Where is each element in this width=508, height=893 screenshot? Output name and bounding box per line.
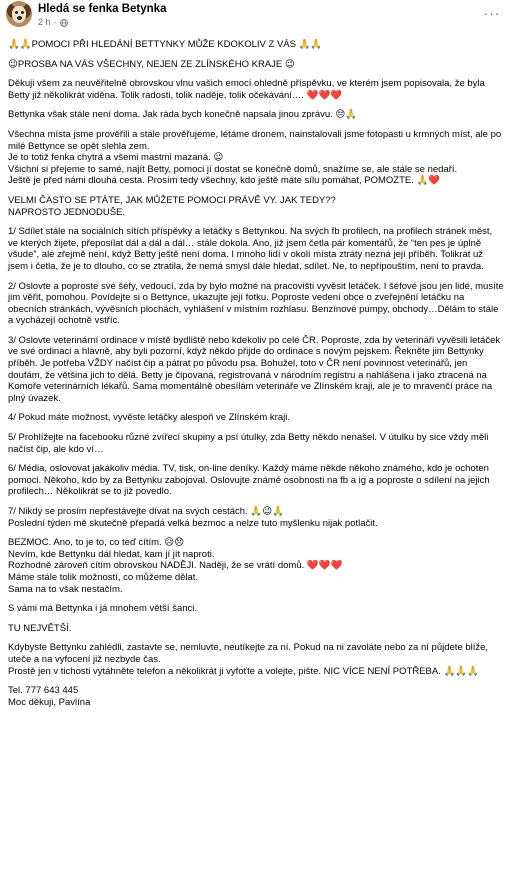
post-paragraph: [8, 281, 504, 327]
post-text-line: Sama na to však nestačím.: [8, 583, 123, 595]
post-text-line: 4/ Pokud máte možnost, vyvěste letáčky alespoň ve Zlínském kraji.: [8, 412, 290, 424]
post-paragraph: [8, 109, 504, 121]
post-paragraph: [8, 685, 504, 708]
post-text-line: Tel. 777 643 445: [8, 685, 79, 697]
post-text-line: BEZMOC. Ano, to je to, co teď cítím. 😥😞: [8, 537, 185, 549]
post-text-line: 5/ Prohlížejte na facebooku různé zvířecí skupiny a psí útulky, zda Betty někdo nenašel. V útulku by sice vždy měli načíst čip, ale kdo ví…: [8, 432, 489, 455]
meta-separator: ·: [53, 17, 57, 27]
paragraph-gap: [8, 121, 504, 129]
post-text-line: 1/ Sdílet stále na sociálních sítích příspěvky a letáčky s Bettynkou. Na svých fb profilech, na profilech stránek měst, ve kterých žijete, přeposílat dál a dál a dál… stále dokola. Ano, již jsem četla pár komentářů, že “ten pes je úplně všude”, ale zřejmě není, když Betty ještě není doma. I mnoho lidí v okolí místa ztráty nezná její příběh. Tolikrát už jsem i četla, že je to dlouho, co se ztratila, že nemá smysl dále hledat, sdílet. Ne, to nepřipouštím, není to pravda.: [8, 226, 493, 272]
post-paragraph: [8, 78, 504, 101]
post-text-line: Kdybyste Bettynku zahlédli, zastavte se, nemluvte, neutíkejte za ní. Pokud na ni zavoláte nebo za ní půjdete blíže, uteče a na vyfocení již nezbyde čas.: [8, 642, 489, 665]
post-text-line: TU NEJVĚTŠÍ.: [8, 622, 72, 634]
more-options-button[interactable]: ···: [483, 5, 501, 22]
post-paragraph: [8, 642, 504, 677]
post-text-line: S vámi má Bettynka i já mnohem větší šanci.: [8, 603, 198, 615]
post-text-line: Máme stále tolik možností, co můžeme dělat.: [8, 571, 199, 583]
post-text-line: Rozhodně zároveň cítím obrovskou NADĚJI. Naději, že se vrátí domů. ❤️❤️❤️: [8, 560, 343, 572]
post-text-line: 2/ Oslovte a poproste své šéfy, vedoucí, zda by bylo možné na pracovišti vyvěsit letáček. I šéfové jsou jen lidé, musíte jim věřit, pomohou. Povídejte si o Bettynce, ukazujte její fotku. Poproste vedení obce o zveřejnění letáčku na obecních stránkách, vývěsních plochách, vyhlášení v místním rozhlasu. Benzínové pumpy, obchody…Dělám to stále a vycházejí ochotně vstříc.: [8, 280, 504, 327]
paragraph-gap: [8, 424, 504, 432]
post-text-line: NAPROSTO JEDNODUŠE.: [8, 206, 126, 218]
post-paragraph: [8, 603, 504, 615]
post-paragraph: [8, 412, 504, 424]
post-text-line: Nevím, kde Bettynku dál hledat, kam jí jít naproti.: [8, 548, 215, 560]
post-text-line: Bettynka však stále není doma. Jak ráda bych konečně napsala jinou zprávu. 😔🙏: [8, 109, 358, 121]
paragraph-gap: [8, 455, 504, 463]
post-text-line: Moc děkuji, Pavlína: [8, 696, 91, 708]
post-paragraph: [8, 195, 504, 218]
post-paragraph: [8, 129, 504, 187]
post-paragraph: [8, 226, 504, 272]
post-text-line: Děkuji všem za neuvěřitelně obrovskou vlnu vašich emocí ohledně příspěvku, ve kterém jsem popisovala, že byla Betty již několikrát viděna. Tolik radosti, tolik naděje, tolik očekávání…. ❤️❤️❤️: [8, 78, 485, 101]
paragraph-gap: [8, 187, 504, 195]
paragraph-gap: [8, 595, 504, 603]
post-text-line: Ještě je před námi dlouhá cesta. Prosím tedy všechny, kdo ještě máte sílu pomáhat, POMOZTE. 🙏❤️: [8, 175, 441, 187]
post-paragraph: [8, 39, 504, 51]
paragraph-gap: [8, 615, 504, 623]
paragraph-gap: [8, 273, 504, 281]
post-text-line: 😉PROSBA NA VÁS VŠECHNY, NEJEN ZE ZLÍNSKÉHO KRAJE 😉: [8, 58, 295, 70]
post-paragraph: [8, 335, 504, 405]
post-text-line: Poslední týden mě skutečně přepadá velká bezmoc a nelze tuto myšlenku nijak potlačit.: [8, 517, 378, 529]
post-paragraph: [8, 432, 504, 455]
post-paragraph: [8, 463, 504, 498]
post-text-line: Všichni si přejeme to samé, najít Betty, pomoci jí dostat se konečně domů, snažíme se, ale stále se nedaří.: [8, 163, 458, 175]
post-text-line: VELMI ČASTO SE PTÁTE, JAK MŮŽETE POMOCI PRÁVĚ VY. JAK TEDY??: [8, 194, 336, 206]
post-timestamp[interactable]: 2 h: [38, 17, 51, 27]
paragraph-gap: [8, 498, 504, 506]
post-body-text: [8, 39, 504, 708]
globe-icon: [60, 19, 68, 27]
post-text-line: Prostě jen v tichosti vytáhněte telefon a několikrát ji vyfoťte a volejte, pište. NIC VÍCE NENÍ POTŘEBA. 🙏🙏🙏: [8, 665, 479, 677]
paragraph-gap: [8, 218, 504, 226]
post-header: [0, 0, 508, 34]
post-paragraph: [8, 537, 504, 595]
post-text-line: 3/ Oslovte veterinární ordinace v místě bydliště nebo kdekoliv po celé ČR. Poproste, zda by veterináři vyvěsili letáček ve své ordinaci a hlavně, aby byli pozorní, když někdo přijde do ordinace s novým pejskem. Řekněte jim Bettynky příběh. Je potřeba VŽDY načíst čip a pátrat po původu psa. Bohužel, toto v ČR není povinnost veterinářů, jen doufám, že většina jich to dělá. Betty je čipovaná, registrovaná v národním registru a nahlášena i jako ztracená na Komoře veterinárních lékařů. Sama momentálně obesílám veterináře ve Zlínském kraji, ale je to mravenčí práce na plný úvazek.: [8, 334, 501, 404]
post-text-line: 7/ Nikdy se prosím nepřestávejte dívat na svých cestách. 🙏😉🙏: [8, 506, 284, 517]
paragraph-gap: [8, 327, 504, 335]
post-text-line: Všechna místa jsme prověřili a stále prověřujeme, létáme dronem, nainstalovali jsme fotopasti u krmných míst, ale po milé Bettynce se opět slehla zem.: [8, 128, 502, 152]
post-paragraph: [8, 623, 504, 635]
page-name-link[interactable]: Hledá se fenka Betynka: [38, 3, 167, 15]
paragraph-gap: [8, 529, 504, 537]
post-text-line: Je to totiž fenka chytrá a všemi mastmi mazaná. 😉: [8, 152, 224, 164]
post-meta: [38, 17, 68, 28]
post-text-line: 6/ Média, oslovovat jakákoliv média. TV, tisk, on-line deníky. Každý máme někde někoho známého, kdo je ochoten pomoci. Někoho, kdo by za Bettynku zabojoval. Oslovujte známé osobnosti na fb a ig a poproste o sdílení na jejich profilech… Několikrát se to již povedlo.: [8, 463, 490, 498]
paragraph-gap: [8, 677, 504, 685]
page-avatar[interactable]: [6, 1, 32, 27]
post-text-line: 🙏🙏POMOCI PŘI HLEDÁNÍ BETTYNKY MŮŽE KDOKOLIV Z VÁS 🙏🙏: [8, 39, 323, 50]
paragraph-gap: [8, 634, 504, 642]
post-paragraph: [8, 59, 504, 71]
paragraph-gap: [8, 70, 504, 78]
paragraph-gap: [8, 404, 504, 412]
post-paragraph: [8, 506, 504, 529]
paragraph-gap: [8, 51, 504, 59]
